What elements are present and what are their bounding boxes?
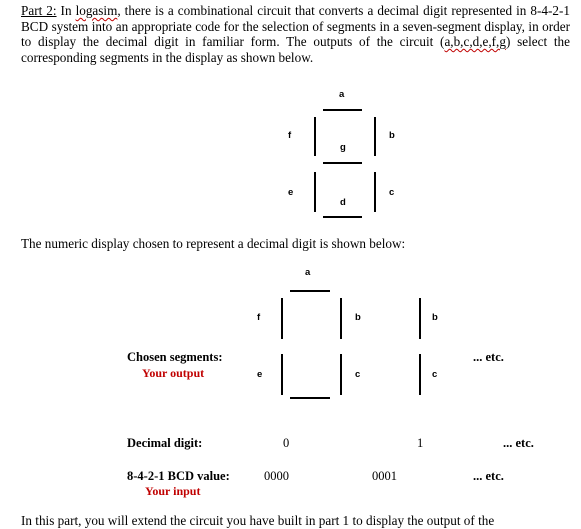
segment-f: [314, 117, 316, 156]
etc-segments: ... etc.: [473, 350, 504, 364]
label-c: c: [389, 187, 395, 198]
digit0-segment-c: [340, 354, 342, 395]
chosen-segments-label: Chosen segments:: [127, 350, 223, 364]
digit0-label-f: f: [257, 312, 261, 323]
digit0-segment-f: [281, 298, 283, 339]
label-g: g: [340, 142, 346, 153]
bcd-value-0001: 0001: [372, 469, 397, 483]
segment-c: [374, 172, 376, 212]
logasim-word: logasim: [75, 3, 118, 18]
decimal-digit-0: 0: [283, 436, 290, 450]
segment-b: [374, 117, 376, 156]
etc-decimal: ... etc.: [503, 436, 534, 450]
digit0-label-b: b: [355, 312, 361, 323]
intro-text-before: In: [56, 3, 76, 18]
digit1-label-c: c: [432, 369, 438, 380]
label-b: b: [389, 130, 395, 141]
outputs-list: a,b,c,d,e,f,g: [444, 34, 506, 50]
segment-a: [323, 109, 362, 111]
segment-d: [323, 216, 362, 218]
footer-sentence: In this part, you will extend the circuit you have built in part 1 to display the output of the: [21, 513, 495, 528]
digit0-segment-d: [290, 397, 330, 399]
label-e: e: [288, 187, 294, 198]
intro-paragraph: [21, 3, 570, 65]
digit0-label-a: a: [305, 267, 311, 278]
bcd-value-0000: 0000: [264, 469, 289, 483]
decimal-digit-1: 1: [417, 436, 424, 450]
etc-bcd: ... etc.: [473, 469, 504, 483]
intro-text-after: , there is a combinational circuit that converts a decimal digit represented in 8-4-2-1 BCD system into an appropriate code for the selection of segments in a seven-segment display, in order to display the decimal digit in familiar form. The outputs of the circuit (: [21, 3, 570, 50]
decimal-digit-label: Decimal digit:: [127, 436, 203, 450]
part-heading: Part 2:: [21, 3, 57, 18]
digit1-segment-b: [419, 298, 421, 339]
label-f: f: [288, 130, 292, 141]
digit1-segment-c: [419, 354, 421, 395]
your-input-label: Your input: [145, 484, 201, 498]
digit0-label-c: c: [355, 369, 361, 380]
segment-e: [314, 172, 316, 212]
your-output-label: Your output: [142, 366, 205, 380]
digit1-label-b: b: [432, 312, 438, 323]
intro-text-end: ) select the corresponding segments in the display as shown below.: [21, 34, 570, 65]
label-a: a: [339, 89, 345, 100]
digit0-label-e: e: [257, 369, 263, 380]
segment-g: [323, 162, 362, 164]
digit0-segment-e: [281, 354, 283, 395]
label-d: d: [340, 197, 346, 208]
bcd-value-label: 8-4-2-1 BCD value:: [127, 469, 230, 483]
digit0-segment-a: [290, 290, 330, 292]
mid-sentence: The numeric display chosen to represent a decimal digit is shown below:: [21, 236, 406, 251]
digit0-segment-b: [340, 298, 342, 339]
